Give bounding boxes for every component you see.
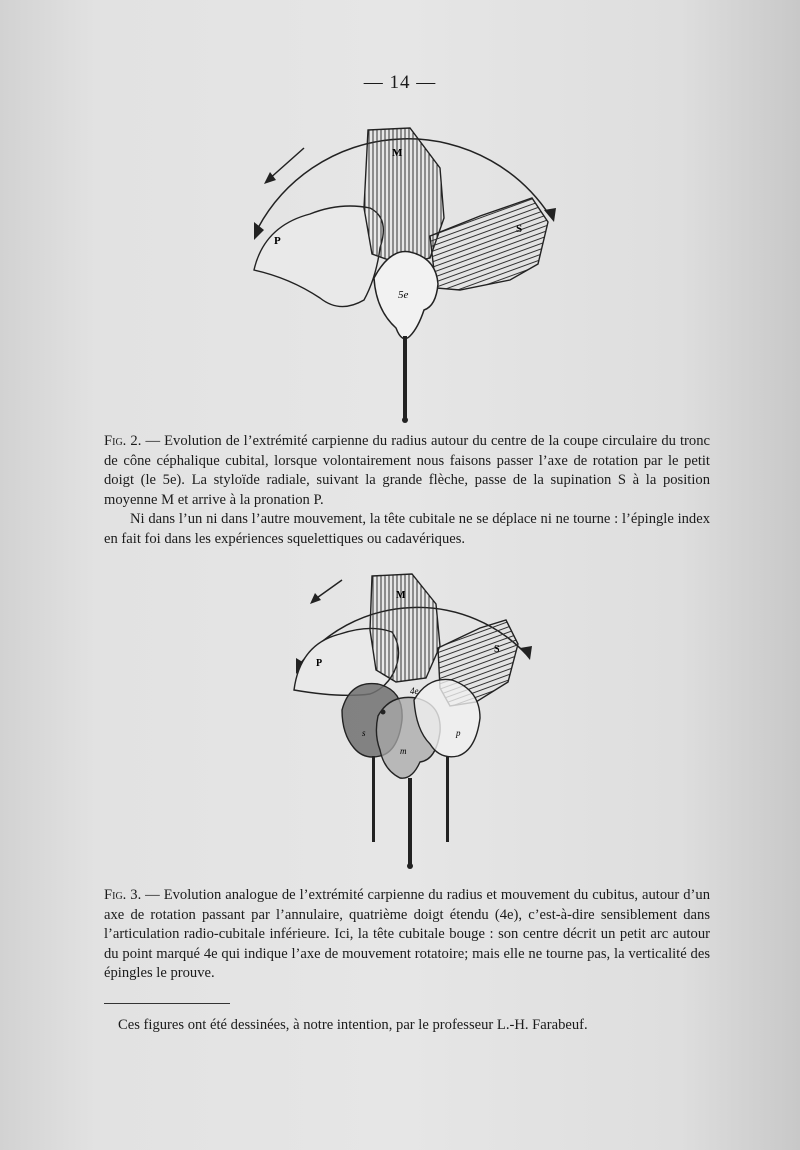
fig2-label-s: S [516,223,523,235]
fig3-label-m-small: m [400,746,407,756]
figure-2-illustration [240,118,570,428]
figure-3-illustration [280,560,550,875]
fig3-label-s-small: s [362,728,366,738]
fig3-label-m: M [396,590,406,601]
fig3-label-p: P [316,658,323,669]
page-number: — 14 — [363,72,437,93]
figure-2-label: Fig. 2. [104,433,142,449]
pin-pronation [446,756,449,842]
pronation-shape [254,206,383,307]
pin-supination [372,756,375,842]
figure-3-label: Fig. 3. [104,887,142,903]
fig2-label-axis: 5e [398,289,409,301]
figure-2-caption [104,432,710,510]
figure-3-caption [104,886,710,984]
footnote-rule [104,1003,230,1004]
fig3-label-p-small: p [456,728,461,738]
fig2-label-p: P [274,235,281,247]
supination-shape [430,198,548,290]
footnote: Ces figures ont été dessinées, à notre intention, par le professeur L.-H. Farabeuf. [118,1017,588,1033]
arrow-head-right [520,646,532,660]
index-pin [403,336,407,420]
pin-medium [408,778,412,866]
figure-2-note: Ni dans l’un ni dans l’autre mouvement, la tête cubitale ne se déplace ni ne tourne : l’épingle index en fait foi dans les expériences squelettiques ou cadavériques. [104,511,710,547]
small-arrow [268,148,304,180]
figure-3-caption-text: — Evolution analogue de l’extrémité carpienne du radius et mouvement du cubitus, autour d’un axe de rotation passant par l’annulaire, quatrième doigt étendu (4e), c’est-à-dire sensiblement dans l’articulation radio-cubitale inférieure. Ici, la tête cubitale bouge : son centre décrit un petit arc autour du point marqué 4e qui indique l’axe de mouvement rotatoire; mais elle ne tourne pas, la verticalité des épingles le prouve. [104,887,710,981]
fig3-label-s: S [494,644,500,655]
fig2-label-m: M [392,147,403,159]
figure-2-caption-text: — Evolution de l’extrémité carpienne du radius autour du centre de la coupe circulaire du tronc de cône céphalique cubital, lorsque volontairement nous faisons passer l’axe de rotation par le petit doigt (le 5e). La styloïde radiale, suivant la grande flèche, passe de la supination S à la position moyenne M et arrive à la pronation P. [104,433,710,508]
fig3-label-axis: 4e [410,686,419,696]
